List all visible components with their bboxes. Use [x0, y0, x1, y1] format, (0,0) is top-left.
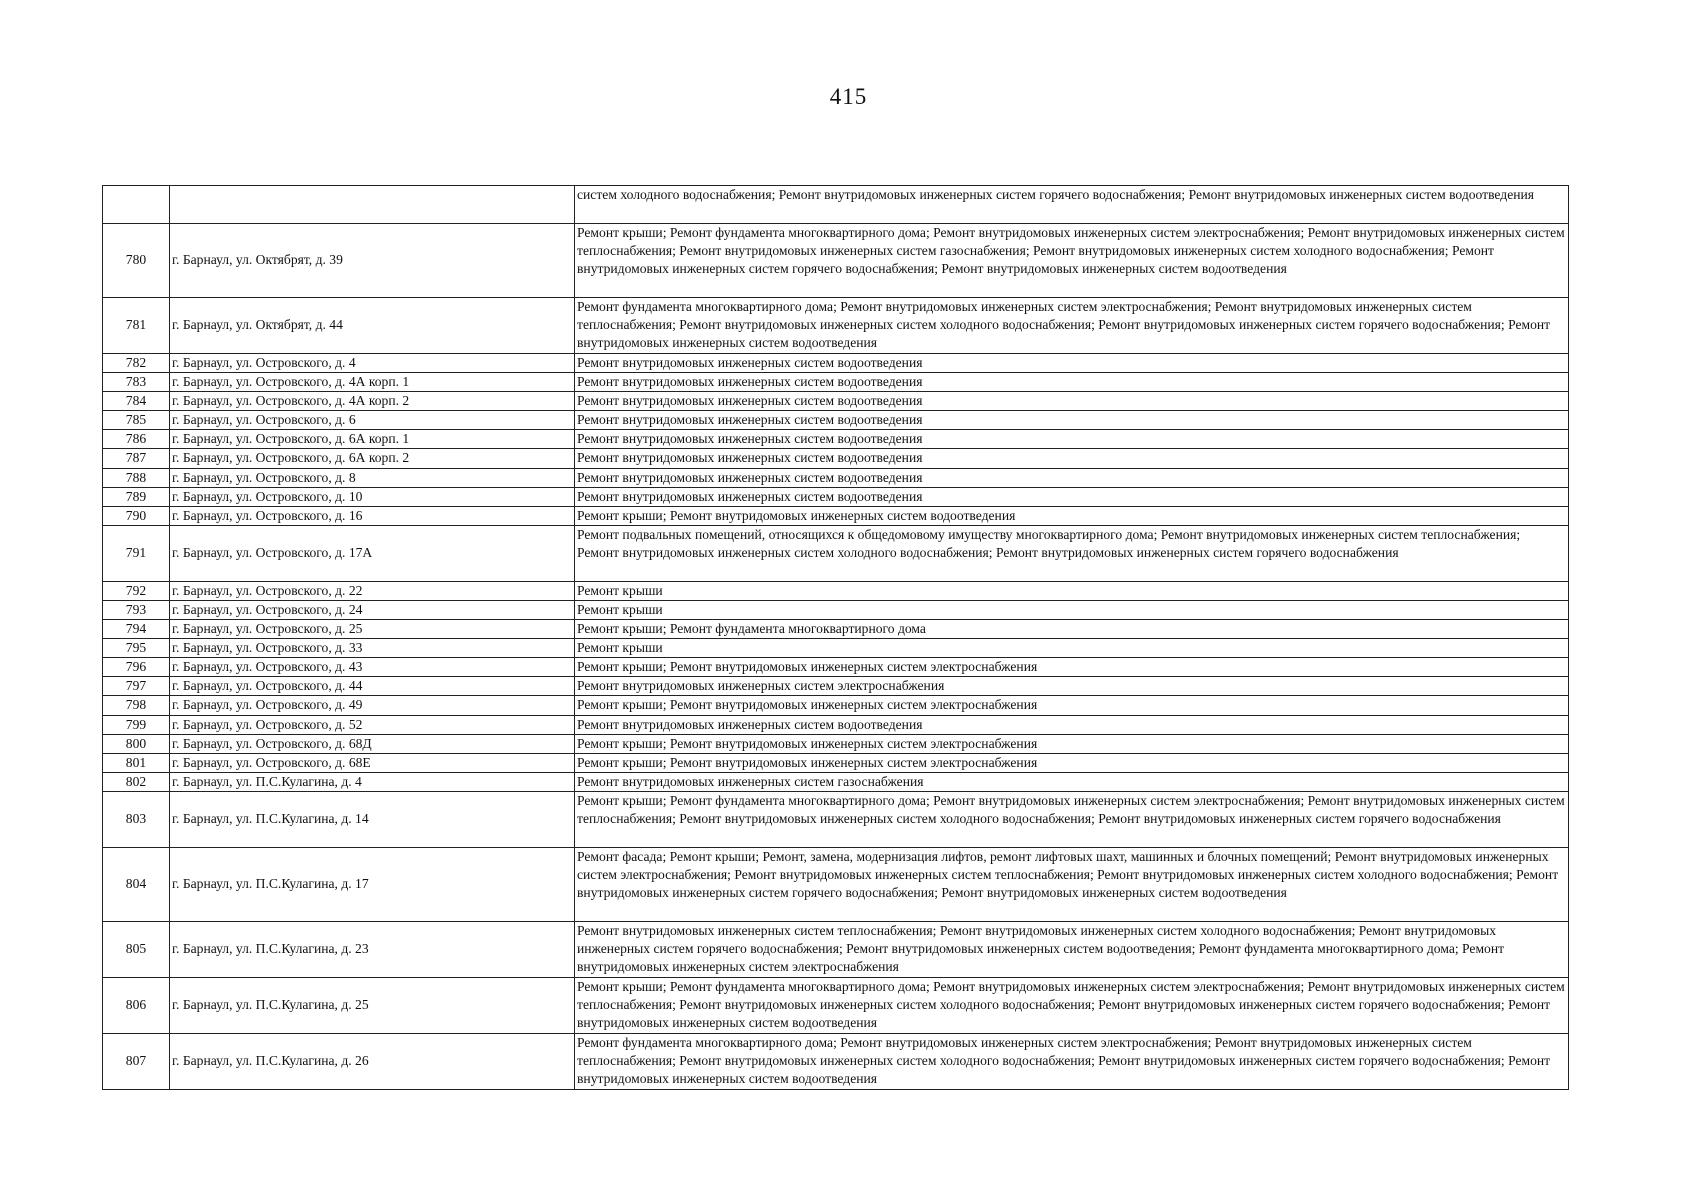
row-works: систем холодного водоснабжения; Ремонт внутридомовых инженерных систем горячего водоснабжения; Ремонт внутридомовых инженерных систем водоотведения	[575, 186, 1569, 224]
row-works: Ремонт крыши; Ремонт внутридомовых инженерных систем электроснабжения	[575, 734, 1569, 753]
table-row	[103, 658, 1569, 677]
row-works: Ремонт внутридомовых инженерных систем водоотведения	[575, 411, 1569, 430]
table-row	[103, 186, 1569, 224]
row-works: Ремонт внутридомовых инженерных систем газоснабжения	[575, 772, 1569, 791]
row-number: 803	[103, 791, 170, 847]
table-row	[103, 354, 1569, 373]
row-address: г. Барнаул, ул. Островского, д. 24	[170, 600, 575, 619]
table-row	[103, 791, 1569, 847]
row-works: Ремонт крыши	[575, 581, 1569, 600]
table-row	[103, 411, 1569, 430]
row-address: г. Барнаул, ул. Островского, д. 68Е	[170, 753, 575, 772]
row-number: 786	[103, 430, 170, 449]
row-works: Ремонт крыши; Ремонт фундамента многоквартирного дома; Ремонт внутридомовых инженерных систем электроснабжения; Ремонт внутридомовых инженерных систем теплоснабжения; Ремонт внутридомовых инженерных систем газоснабжения; Ремонт внутридомовых инженерных систем холодного водоснабжения; Ремонт внутридомовых инженерных систем горячего водоснабжения; Ремонт внутридомовых инженерных систем водоотведения	[575, 224, 1569, 298]
row-number: 797	[103, 677, 170, 696]
table-row	[103, 639, 1569, 658]
row-works: Ремонт фундамента многоквартирного дома; Ремонт внутридомовых инженерных систем электроснабжения; Ремонт внутридомовых инженерных систем теплоснабжения; Ремонт внутридомовых инженерных систем холодного водоснабжения; Ремонт внутридомовых инженерных систем горячего водоснабжения; Ремонт внутридомовых инженерных систем водоотведения	[575, 1033, 1569, 1089]
row-address: г. Барнаул, ул. Островского, д. 4А корп. 2	[170, 392, 575, 411]
row-number: 805	[103, 921, 170, 977]
table-row	[103, 620, 1569, 639]
row-number: 781	[103, 298, 170, 354]
row-number: 794	[103, 620, 170, 639]
table-row	[103, 772, 1569, 791]
row-number: 784	[103, 392, 170, 411]
row-number: 807	[103, 1033, 170, 1089]
row-address: г. Барнаул, ул. П.С.Кулагина, д. 14	[170, 791, 575, 847]
row-address: г. Барнаул, ул. Островского, д. 52	[170, 715, 575, 734]
row-works: Ремонт внутридомовых инженерных систем водоотведения	[575, 392, 1569, 411]
row-address: г. Барнаул, ул. Островского, д. 6	[170, 411, 575, 430]
row-number: 780	[103, 224, 170, 298]
row-address: г. Барнаул, ул. Островского, д. 44	[170, 677, 575, 696]
page-number: 415	[829, 84, 868, 109]
table-row	[103, 373, 1569, 392]
row-address: г. Барнаул, ул. П.С.Кулагина, д. 4	[170, 772, 575, 791]
table-row	[103, 715, 1569, 734]
row-address: г. Барнаул, ул. Островского, д. 17А	[170, 525, 575, 581]
row-number: 785	[103, 411, 170, 430]
row-address: г. Барнаул, ул. П.С.Кулагина, д. 23	[170, 921, 575, 977]
row-works: Ремонт внутридомовых инженерных систем водоотведения	[575, 468, 1569, 487]
row-address: г. Барнаул, ул. Островского, д. 16	[170, 506, 575, 525]
row-works: Ремонт подвальных помещений, относящихся к общедомовому имуществу многоквартирного дома; Ремонт внутридомовых инженерных систем теплоснабжения; Ремонт внутридомовых инженерных систем холодного водоснабжения; Ремонт внутридомовых инженерных систем горячего водоснабжения	[575, 525, 1569, 581]
row-address: г. Барнаул, ул. Островского, д. 10	[170, 487, 575, 506]
row-number: 792	[103, 581, 170, 600]
table-row	[103, 468, 1569, 487]
row-works: Ремонт внутридомовых инженерных систем водоотведения	[575, 715, 1569, 734]
row-address: г. Барнаул, ул. П.С.Кулагина, д. 26	[170, 1033, 575, 1089]
row-address: г. Барнаул, ул. Октябрят, д. 39	[170, 224, 575, 298]
row-works: Ремонт фасада; Ремонт крыши; Ремонт, замена, модернизация лифтов, ремонт лифтовых шахт, машинных и блочных помещений; Ремонт внутридомовых инженерных систем электроснабжения; Ремонт внутридомовых инженерных систем теплоснабжения; Ремонт внутридомовых инженерных систем холодного водоснабжения; Ремонт внутридомовых инженерных систем горячего водоснабжения; Ремонт внутридомовых инженерных систем водоотведения	[575, 847, 1569, 921]
row-works: Ремонт внутридомовых инженерных систем водоотведения	[575, 354, 1569, 373]
row-works: Ремонт внутридомовых инженерных систем электроснабжения	[575, 677, 1569, 696]
table-row	[103, 392, 1569, 411]
row-number: 801	[103, 753, 170, 772]
row-number: 806	[103, 977, 170, 1033]
table-row	[103, 525, 1569, 581]
table-row	[103, 847, 1569, 921]
row-number: 789	[103, 487, 170, 506]
row-address: г. Барнаул, ул. Островского, д. 22	[170, 581, 575, 600]
row-works: Ремонт крыши; Ремонт фундамента многоквартирного дома; Ремонт внутридомовых инженерных систем электроснабжения; Ремонт внутридомовых инженерных систем теплоснабжения; Ремонт внутридомовых инженерных систем холодного водоснабжения; Ремонт внутридомовых инженерных систем горячего водоснабжения	[575, 791, 1569, 847]
row-works: Ремонт крыши; Ремонт внутридомовых инженерных систем электроснабжения	[575, 753, 1569, 772]
row-works: Ремонт внутридомовых инженерных систем теплоснабжения; Ремонт внутридомовых инженерных систем холодного водоснабжения; Ремонт внутридомовых инженерных систем горячего водоснабжения; Ремонт внутридомовых инженерных систем водоотведения; Ремонт фундамента многоквартирного дома; Ремонт внутридомовых инженерных систем электроснабжения	[575, 921, 1569, 977]
row-works: Ремонт внутридомовых инженерных систем водоотведения	[575, 430, 1569, 449]
row-works: Ремонт фундамента многоквартирного дома; Ремонт внутридомовых инженерных систем электроснабжения; Ремонт внутридомовых инженерных систем теплоснабжения; Ремонт внутридомовых инженерных систем холодного водоснабжения; Ремонт внутридомовых инженерных систем горячего водоснабжения; Ремонт внутридомовых инженерных систем водоотведения	[575, 298, 1569, 354]
table-row	[103, 1033, 1569, 1089]
row-number: 802	[103, 772, 170, 791]
row-number: 796	[103, 658, 170, 677]
row-address: г. Барнаул, ул. П.С.Кулагина, д. 25	[170, 977, 575, 1033]
row-works: Ремонт внутридомовых инженерных систем водоотведения	[575, 487, 1569, 506]
table-row	[103, 298, 1569, 354]
table-row	[103, 487, 1569, 506]
row-works: Ремонт крыши	[575, 639, 1569, 658]
row-number: 787	[103, 449, 170, 468]
table-row	[103, 696, 1569, 715]
row-works: Ремонт крыши	[575, 600, 1569, 619]
row-number: 795	[103, 639, 170, 658]
row-works: Ремонт внутридомовых инженерных систем водоотведения	[575, 449, 1569, 468]
table-row	[103, 506, 1569, 525]
row-address: г. Барнаул, ул. Островского, д. 8	[170, 468, 575, 487]
row-address: г. Барнаул, ул. Островского, д. 4	[170, 354, 575, 373]
row-works: Ремонт крыши; Ремонт фундамента многоквартирного дома	[575, 620, 1569, 639]
row-number: 782	[103, 354, 170, 373]
row-address: г. Барнаул, ул. Островского, д. 68Д	[170, 734, 575, 753]
table-row	[103, 977, 1569, 1033]
row-address: г. Барнаул, ул. Островского, д. 33	[170, 639, 575, 658]
row-number: 804	[103, 847, 170, 921]
row-address: г. Барнаул, ул. Островского, д. 6А корп. 1	[170, 430, 575, 449]
registry-body	[103, 186, 1569, 1090]
table-row	[103, 677, 1569, 696]
row-works: Ремонт внутридомовых инженерных систем водоотведения	[575, 373, 1569, 392]
row-address: г. Барнаул, ул. Островского, д. 43	[170, 658, 575, 677]
row-address	[170, 186, 575, 224]
row-works: Ремонт крыши; Ремонт фундамента многоквартирного дома; Ремонт внутридомовых инженерных систем электроснабжения; Ремонт внутридомовых инженерных систем теплоснабжения; Ремонт внутридомовых инженерных систем холодного водоснабжения; Ремонт внутридомовых инженерных систем горячего водоснабжения; Ремонт внутридомовых инженерных систем водоотведения	[575, 977, 1569, 1033]
table-row	[103, 430, 1569, 449]
row-number: 800	[103, 734, 170, 753]
row-number: 799	[103, 715, 170, 734]
row-number	[103, 186, 170, 224]
table-row	[103, 734, 1569, 753]
table-row	[103, 921, 1569, 977]
row-number: 798	[103, 696, 170, 715]
row-address: г. Барнаул, ул. П.С.Кулагина, д. 17	[170, 847, 575, 921]
row-address: г. Барнаул, ул. Островского, д. 49	[170, 696, 575, 715]
table-row	[103, 600, 1569, 619]
row-number: 791	[103, 525, 170, 581]
table-row	[103, 449, 1569, 468]
row-number: 790	[103, 506, 170, 525]
row-works: Ремонт крыши; Ремонт внутридомовых инженерных систем электроснабжения	[575, 696, 1569, 715]
row-number: 793	[103, 600, 170, 619]
row-address: г. Барнаул, ул. Островского, д. 6А корп. 2	[170, 449, 575, 468]
table-row	[103, 581, 1569, 600]
row-number: 788	[103, 468, 170, 487]
table-row	[103, 753, 1569, 772]
row-works: Ремонт крыши; Ремонт внутридомовых инженерных систем электроснабжения	[575, 658, 1569, 677]
table-row	[103, 224, 1569, 298]
row-address: г. Барнаул, ул. Октябрят, д. 44	[170, 298, 575, 354]
row-works: Ремонт крыши; Ремонт внутридомовых инженерных систем водоотведения	[575, 506, 1569, 525]
row-address: г. Барнаул, ул. Островского, д. 25	[170, 620, 575, 639]
row-number: 783	[103, 373, 170, 392]
row-address: г. Барнаул, ул. Островского, д. 4А корп. 1	[170, 373, 575, 392]
repair-registry-table	[102, 185, 1569, 1090]
